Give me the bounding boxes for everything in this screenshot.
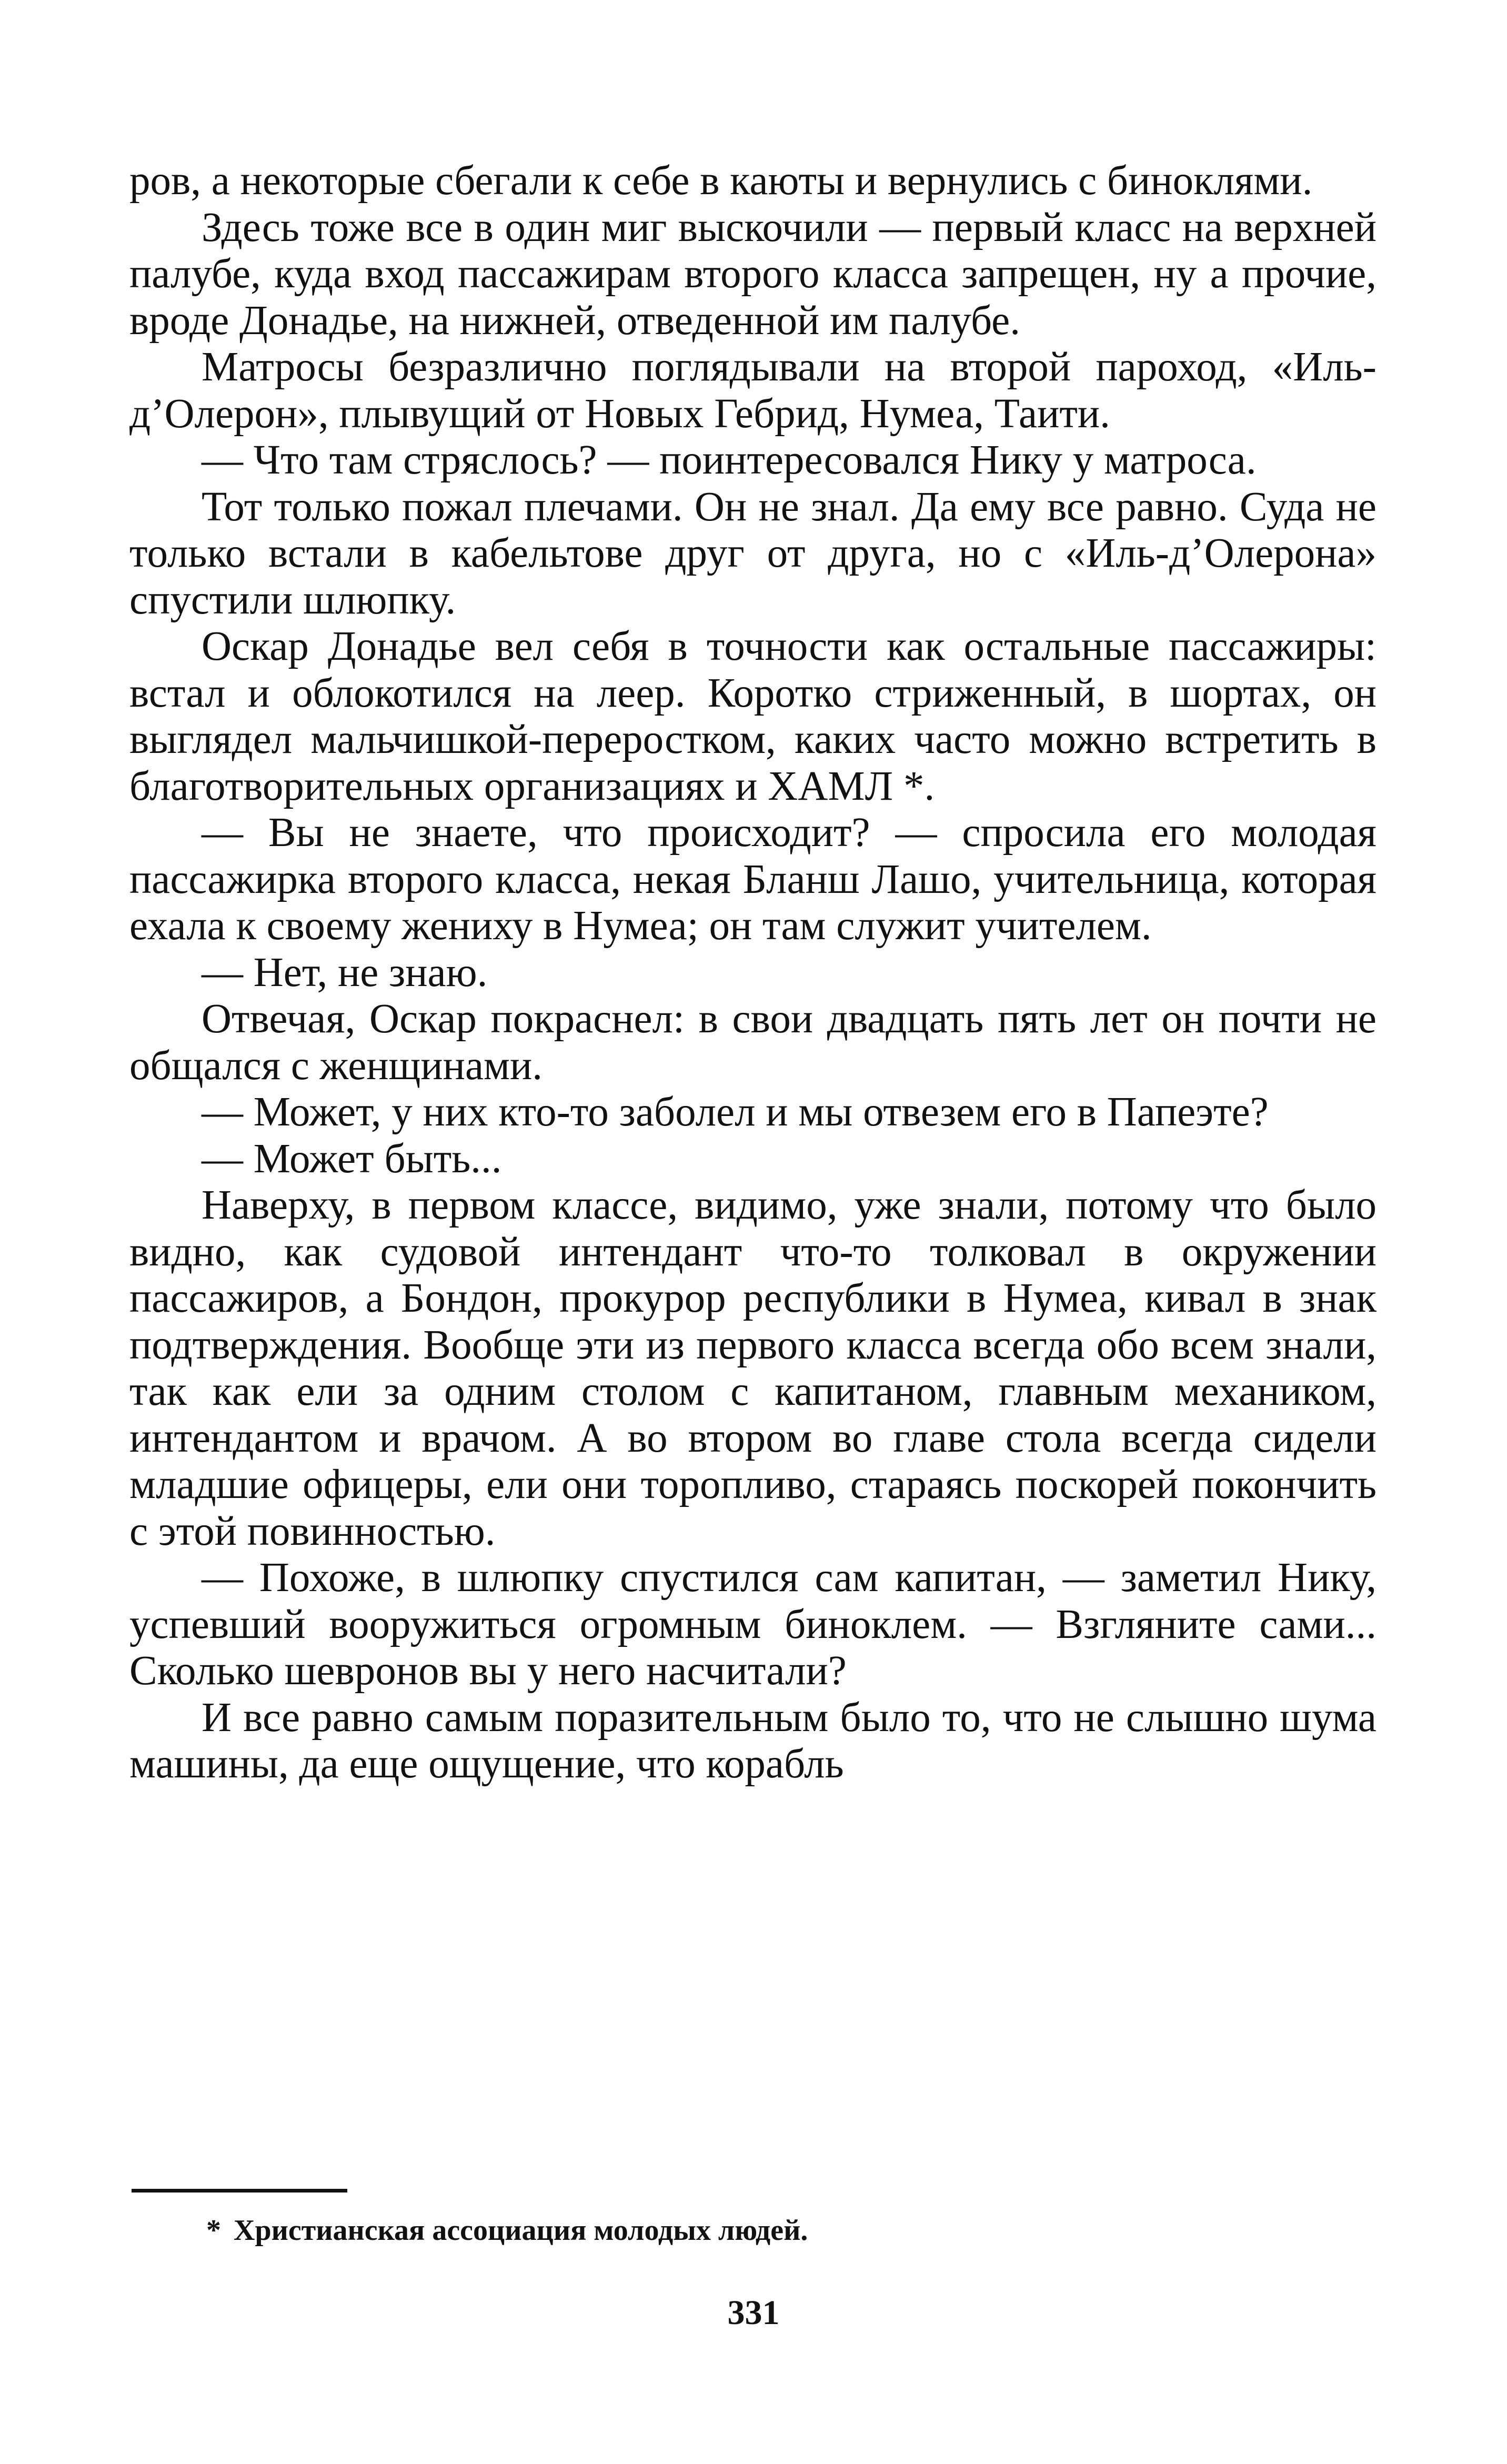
paragraph: — Может, у них кто-то заболел и мы отвезем его в Папеэте? — [202, 1089, 1269, 1135]
paragraph: Отвечая, Оскар покраснел: в свои двадцать пять лет он почти не общался с женщинами. — [129, 996, 1377, 1089]
paragraph: — Что там стряслось? — поинтересовался Нику у матроса. — [202, 437, 1257, 483]
paragraph: — Вы не знаете, что происходит? — спросила его молодая пассажирка второго класса, некая Бланш Лашо, учительница, которая ехала к своему жениху в Нумеа; он там служит учителем. — [129, 810, 1377, 949]
paragraph: Матросы безразлично поглядывали на второй пароход, «Иль-д’Олерон», плывущий от Новых Гебрид, Нумеа, Таити. — [129, 344, 1377, 437]
paragraph: Здесь тоже все в один миг выскочили — первый класс на верхней палубе, куда вход пассажирам второго класса запрещен, ну а прочие, вроде Донадье, на нижней, отведенной им палубе. — [129, 204, 1377, 344]
body-text — [129, 158, 1377, 1788]
footnote — [206, 2212, 1364, 2249]
paragraph: — Похоже, в шлюпку спустился сам капитан, — заметил Нику, успевший вооружиться огромным биноклем. — Взгляните сами... Сколько шевронов вы у него насчитали? — [129, 1555, 1377, 1694]
footnote-marker: * — [206, 2214, 221, 2247]
paragraph: ров, а некоторые сбегали к себе в каюты и вернулись с биноклями. — [129, 158, 1313, 204]
paragraph: — Может быть... — [202, 1135, 502, 1182]
paragraph: Тот только пожал плечами. Он не знал. Да ему все равно. Суда не только встали в кабельтове друг от друга, но с «Иль-д’Олерона» спустили шлюпку. — [129, 484, 1377, 623]
page-number: 331 — [727, 2294, 780, 2332]
footnote-text: Христианская ассоциация молодых людей. — [234, 2214, 808, 2247]
paragraph: Оскар Донадье вел себя в точности как остальные пассажиры: встал и облокотился на леер. Коротко стриженный, в шортах, он выглядел мальчишкой-переростком, каких часто можно встретить в благотворительных организациях и ХАМЛ *. — [129, 623, 1377, 809]
paragraph: — Нет, не знаю. — [202, 949, 488, 995]
footnote-divider — [132, 2189, 347, 2193]
paragraph: Наверху, в первом классе, видимо, уже знали, потому что было видно, как судовой интендант что-то толковал в окружении пассажиров, а Бондон, прокурор республики в Нумеа, кивал в знак подтверждения. Вообще эти из первого класса всегда обо всем знали, так как ели за одним столом с капитаном, главным механиком, интендантом и врачом. А во втором во главе стола всегда сидели младшие офицеры, ели они торопливо, стараясь поскорей покончить с этой повинностью. — [129, 1182, 1377, 1554]
paragraph: И все равно самым поразительным было то, что не слышно шума машины, да еще ощущение, что корабль — [129, 1694, 1377, 1787]
